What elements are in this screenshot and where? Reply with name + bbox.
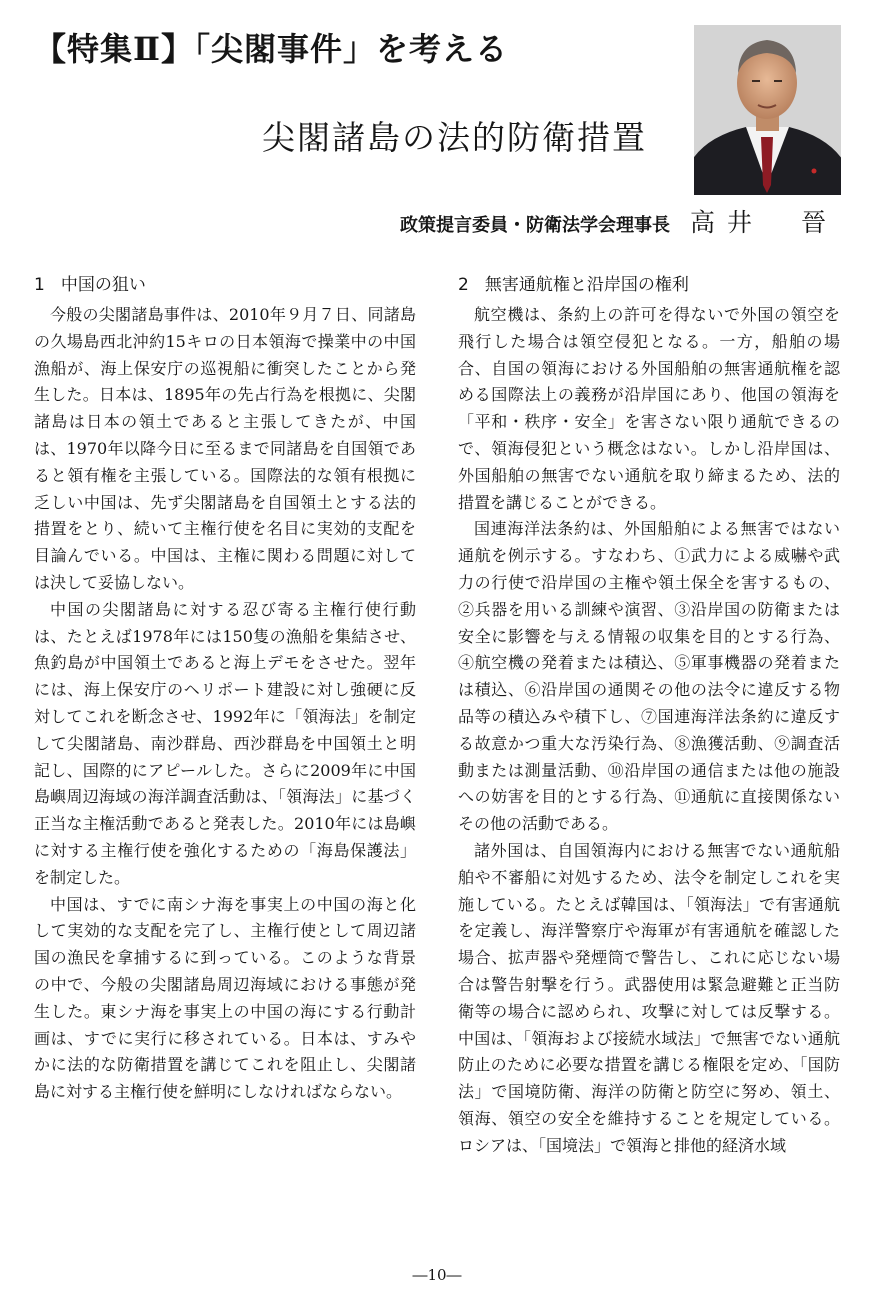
paragraph: 中国は、すでに南シナ海を事実上の中国の海と化して実効的な支配を完了し、主権行使として周辺諸国の漁民を拿捕するに到っている。このような背景の中で、今般の尖閣諸島周辺海域における事態が発生した。東シナ海を事実上の中国の海にする行動計画は、すでに実行に移されている。日本は、すみやかに法的な防衛措置を講じてこれを阻止し、尖閣諸島に対する主権行使を鮮明にしなければならない。 [34,894,416,1102]
section-number: 1 [34,275,45,295]
paragraph: 航空機は、条約上の許可を得ないで外国の領空を飛行した場合は領空侵犯となる。一方，船舶の場合、自国の領海における外国船舶の無害通航権を認める国際法上の義務が沿岸国にあり、他国の領海を「平和・秩序・安全」を害さない限り通航できるので、領海侵犯という概念はない。しかし沿岸国は、外国船舶の無害でない通航を取り締まるため、法的措置を講じることができる。 [458,305,840,512]
byline [400,203,838,239]
author-photo [694,25,841,195]
article-title: 尖閣諸島の法的防衛措置 [262,118,647,157]
section-heading [458,272,840,298]
section-2 [458,272,840,1160]
page-number: ―10― [412,1266,462,1284]
section-number: 2 [458,275,469,295]
section-heading [34,272,416,298]
series-title: 【特集Ⅱ】「尖閣事件」を考える [34,30,508,68]
author-position: 政策提言委員・防衛法学会理事長 [399,215,670,236]
paragraph: 今般の尖閣諸島事件は、2010年９月７日、同諸島の久場島西北沖約15キロの日本領海で操業中の中国漁船が、海上保安庁の巡視船に衝突したことから発生した。日本は、1895年の先占行為を根拠に、尖閣諸島は日本の領土であると主張してきたが、中国は、1970年以降今日に至るまで同諸島を自国領であると領有権を主張している。国際法的な領有根拠に乏しい中国は、先ず尖閣諸島を自国領土とする法的措置をとり、続いて主権行使を名目に実効的支配を目論んでいる。中国は、主権に関わる問題に対しては決して妥協しない。 [34,305,416,592]
section-title: 中国の狙い [60,275,146,295]
paragraph: 国連海洋法条約は、外国船舶による無害ではない通航を例示する。すなわち、①武力による威嚇や武力の行使で沿岸国の主権や領土保全を害するもの、②兵器を用いる訓練や演習、③沿岸国の防衛または安全に影響を与える情報の収集を目的とする行為、④航空機の発着または積込、⑤軍事機器の発着または積込、⑥沿岸国の通関その他の法令に違反する物品等の積込みや積下し、⑦国連海洋法条約に違反する故意かつ重大な汚染行為、⑧漁獲活動、⑨調査活動または測量活動、⑩沿岸国の通信または他の施設への妨害を目的とする行為、⑪通航に直接関係ないその他の活動である。 [458,519,840,834]
author-portrait-icon [694,25,841,195]
section-1 [34,272,416,1106]
paragraph: 中国の尖閣諸島に対する忍び寄る主権行使行動は、たとえば1978年には150隻の漁船を集結させ、魚釣島が中国領土であると海上デモをさせた。翌年には、海上保安庁のヘリポート建設に対し強硬に反対してこれを断念させ、1992年に「領海法」を制定して尖閣諸島、南沙群島、西沙群島を中国領土と明記し、国際的にアピールした。さらに2009年に中国島嶼周辺海域の海洋調査活動は、「領海法」に基づく正当な主権活動であると発表した。2010年には島嶼に対する主権行使を強化するための「海島保護法」を制定した。 [34,599,416,887]
section-title: 無害通航権と沿岸国の権利 [484,275,689,295]
paragraph: 諸外国は、自国領海内における無害でない通航船舶や不審船に対処するため、法令を制定しこれを実施している。たとえば韓国は、「領海法」で有害通航を定義し、海洋警察庁や海軍が有害通航を確認した場合、拡声器や発煙筒で警告し、これに応じない場合は警告射撃を行う。武器使用は緊急避難と正当防衛等の場合に認められ、攻撃に対しては反撃する。中国は、「領海および接続水域法」で無害でない通航防止のために必要な措置を講じる権限を定め、「国防法」で国境防衛、海洋の防衛と防空に努め、領土、領海、領空の安全を維持することを規定している。ロシアは、「国境法」で領海と排他的経済水域 [458,840,840,1155]
author-name: 高井 晉 [689,208,838,237]
